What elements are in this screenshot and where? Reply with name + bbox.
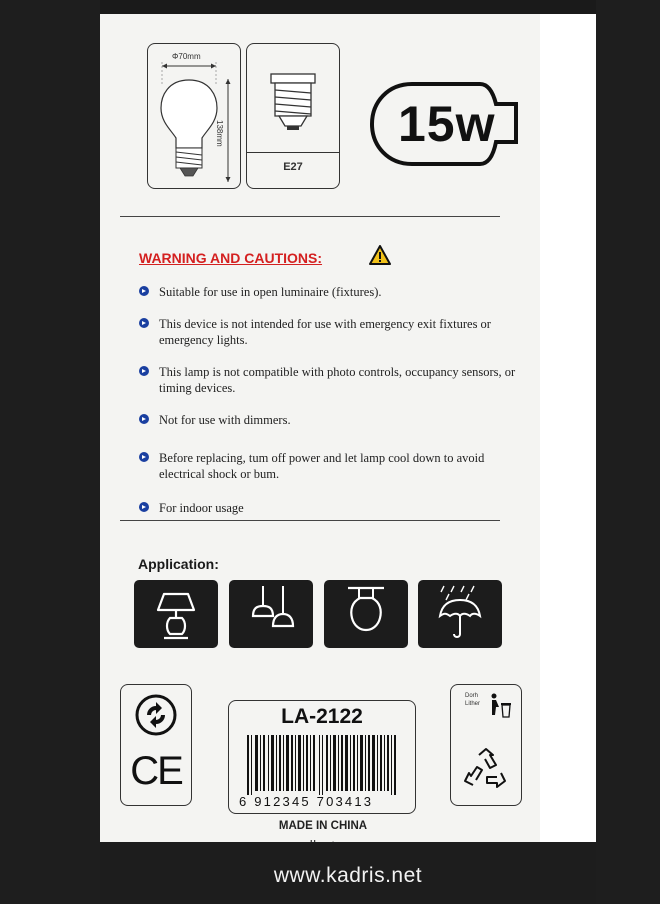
disposal-box — [450, 684, 522, 806]
ceiling-bulb-icon — [324, 580, 408, 648]
barcode-digits: 6 912345 703413 — [239, 794, 374, 809]
divider-top — [120, 216, 500, 217]
bullet-icon — [139, 414, 149, 424]
wattage-label: 15w — [398, 96, 496, 152]
base-divider — [247, 152, 339, 153]
wattage-badge — [368, 80, 528, 168]
disposal-text-2: Lither — [465, 701, 481, 707]
height-label: 138mm — [215, 120, 224, 147]
umbrella-rain-icon — [418, 580, 502, 648]
model-number: LA-2122 — [281, 705, 363, 728]
bulb-dimensions-box — [147, 43, 241, 189]
package-panel: Φ70mm 138mm E27 15w WARNING AND CAUTIONS: Suitable for use in open luminaire (fixtures). This device is not intended for use with emergency exit fixtures or emergency lights. This lamp is not compatible with photo controls, occupancy sensors, or timing devices. Not for use with dimmers. Before replacing, tum off power and let lamp cool down to avoid electrical shock or bum. For indoor usage Application: CE LA-2122 6 912345 703413 MADE IN CHINA Dorh Lither — [100, 14, 540, 842]
bullet-icon — [139, 318, 149, 328]
bullet-icon — [139, 286, 149, 296]
made-in-label: MADE IN CHINA — [278, 820, 368, 832]
e27-socket-icon — [247, 44, 339, 152]
divider-bottom — [120, 520, 500, 521]
warning-title: WARNING AND CAUTIONS: — [139, 250, 323, 266]
website-url: www.kadris.net — [273, 864, 423, 887]
disposal-text-1: Dorh — [465, 693, 479, 699]
base-label: E27 — [283, 161, 303, 173]
warning-triangle-icon — [368, 244, 392, 266]
ce-mark: CE — [130, 749, 182, 793]
bulb-dimension-icon — [148, 44, 240, 188]
table-lamp-icon — [134, 580, 218, 648]
certification-box — [120, 684, 192, 806]
bullet-icon — [139, 452, 149, 462]
base-type-box — [246, 43, 340, 189]
bullet-icon — [139, 366, 149, 376]
footer-bar — [100, 842, 596, 904]
left-frame — [0, 0, 100, 904]
bin-disposal-icon — [487, 691, 513, 719]
right-frame — [596, 0, 660, 904]
barcode-label — [228, 700, 416, 814]
recycle-icon — [461, 747, 511, 791]
application-title: Application: — [138, 556, 219, 572]
barcode-icon — [229, 731, 415, 795]
green-dot-icon — [131, 693, 181, 737]
pendant-lamps-icon — [229, 580, 313, 648]
diameter-label: Φ70mm — [172, 52, 201, 61]
bullet-icon — [139, 502, 149, 512]
